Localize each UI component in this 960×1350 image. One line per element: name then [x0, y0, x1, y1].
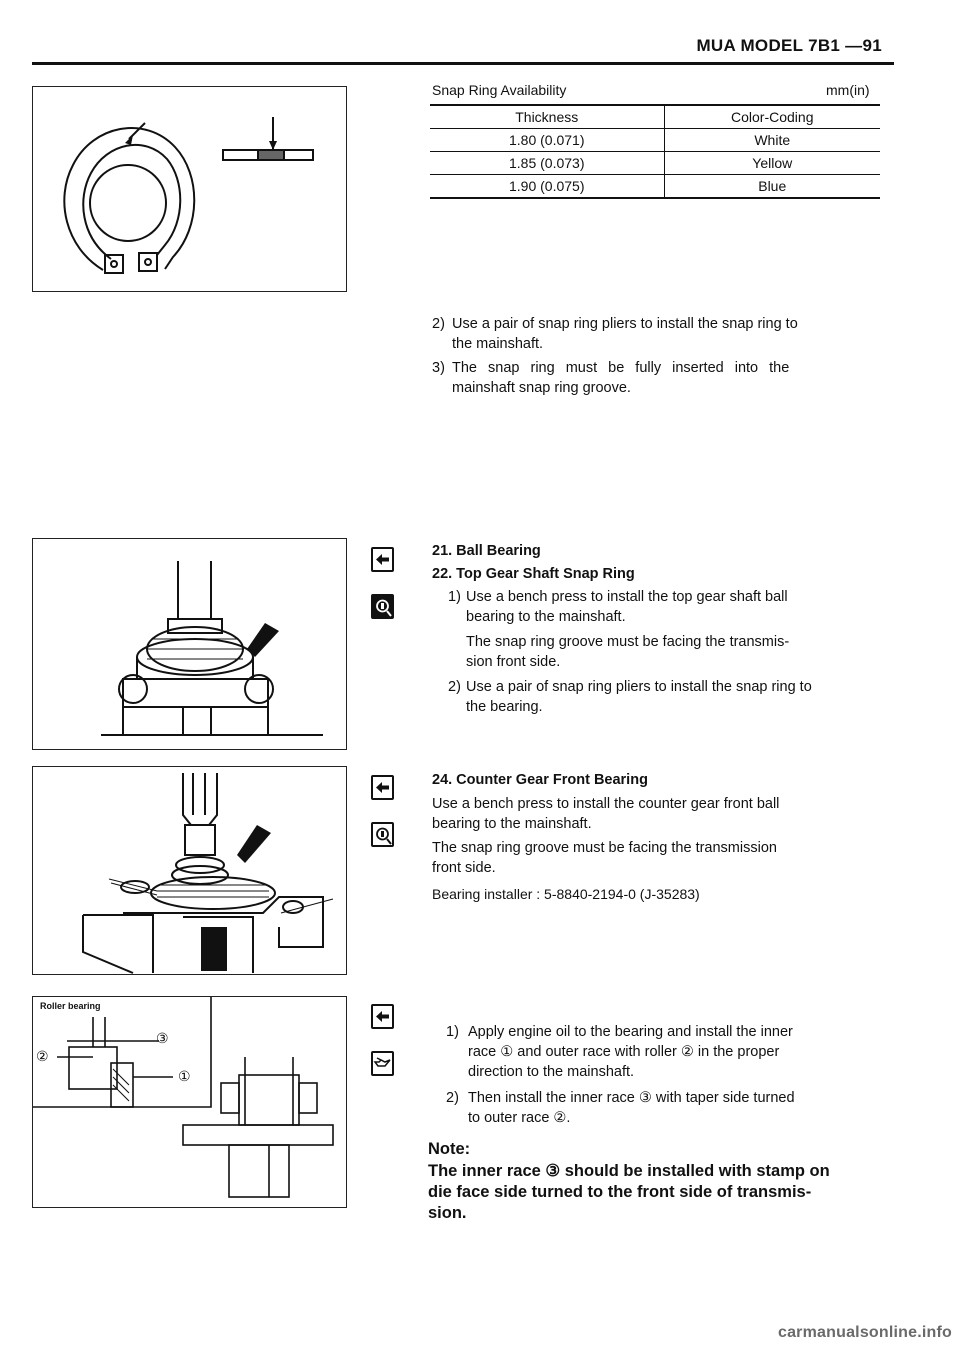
- note-title: Note:: [428, 1140, 471, 1158]
- ball-bearing-press-figure: [32, 538, 347, 750]
- step-item: [446, 1088, 886, 1128]
- step-line: Use a pair of snap ring pliers to install the snap ring to: [452, 316, 798, 332]
- header-rule: [32, 62, 894, 65]
- step-number: 2): [446, 1090, 459, 1106]
- watermark: carmanualsonline.info: [777, 1324, 952, 1341]
- paragraph-line: The snap ring groove must be facing the transmission: [432, 840, 777, 856]
- page-header: MUA MODEL 7B1 —91: [696, 36, 882, 55]
- table-row: [430, 152, 880, 175]
- step-line: Apply engine oil to the bearing and install the inner: [468, 1024, 793, 1040]
- table-row: [430, 129, 880, 152]
- install-icon: [371, 775, 394, 800]
- section-heading: 22. Top Gear Shaft Snap Ring: [432, 566, 635, 582]
- table-cell: White: [664, 129, 880, 152]
- note-line: The inner race ③ should be installed with stamp on: [428, 1162, 830, 1180]
- step-number: 2): [432, 316, 445, 332]
- snap-ring-table: [430, 104, 880, 199]
- step-item: [448, 587, 884, 627]
- step-line: sion front side.: [466, 654, 561, 670]
- counter-gear-press-figure: [32, 766, 347, 975]
- step-line: to outer race ②.: [468, 1110, 571, 1126]
- note-line: sion.: [428, 1204, 467, 1222]
- step-number: 2): [448, 679, 461, 695]
- step-number: 1): [446, 1024, 459, 1040]
- step-line: bearing to the mainshaft.: [466, 609, 626, 625]
- roller-bearing-figure: [32, 996, 347, 1208]
- table-cell: 1.80 (0.071): [430, 129, 664, 152]
- step-item: [448, 632, 884, 672]
- table-cell: 1.85 (0.073): [430, 152, 664, 175]
- section-heading: 21. Ball Bearing: [432, 543, 541, 559]
- figure-caption: Roller bearing: [40, 1001, 101, 1011]
- table-header: Color-Coding: [664, 105, 880, 129]
- step-item: [448, 677, 884, 717]
- special-tool-icon: [371, 594, 394, 619]
- step-line: Use a pair of snap ring pliers to install the snap ring to: [466, 679, 812, 695]
- step-number: 1): [448, 589, 461, 605]
- table-header-row: [430, 105, 880, 129]
- table-header: Thickness: [430, 105, 664, 129]
- paragraph-line: bearing to the mainshaft.: [432, 816, 592, 832]
- table-unit: mm(in): [826, 82, 870, 98]
- oil-can-icon: [371, 1051, 394, 1076]
- step-item: [446, 1022, 886, 1082]
- step-line: mainshaft snap ring groove.: [452, 380, 631, 396]
- paragraph-line: Use a bench press to install the counter gear front ball: [432, 796, 780, 812]
- step-item: [432, 358, 884, 398]
- section-heading: 24. Counter Gear Front Bearing: [432, 772, 648, 788]
- note-body: [428, 1161, 888, 1224]
- callout-1: ①: [178, 1068, 191, 1084]
- step-line: direction to the mainshaft.: [468, 1064, 635, 1080]
- step-line: the bearing.: [466, 699, 543, 715]
- callout-3: ③: [156, 1030, 169, 1046]
- step-line: Use a bench press to install the top gear shaft ball: [466, 589, 788, 605]
- step-line: Then install the inner race ③ with taper side turned: [468, 1090, 795, 1106]
- callout-2: ②: [36, 1048, 49, 1064]
- step-line: The snap ring groove must be facing the transmis-: [466, 634, 790, 650]
- step-item: [432, 314, 884, 354]
- install-icon: [371, 547, 394, 572]
- table-cell: 1.90 (0.075): [430, 175, 664, 199]
- paragraph: [432, 794, 884, 834]
- table-row: [430, 175, 880, 199]
- note-line: die face side turned to the front side of transmis-: [428, 1183, 812, 1201]
- special-tool-icon: [371, 822, 394, 847]
- step-number: 3): [432, 360, 445, 376]
- step-line: The snap ring must be fully inserted into the: [452, 360, 790, 376]
- tool-reference: Bearing installer : 5-8840-2194-0 (J-35283): [432, 886, 700, 902]
- paragraph-line: front side.: [432, 860, 496, 876]
- step-line: the mainshaft.: [452, 336, 544, 352]
- paragraph: [432, 838, 884, 878]
- step-line: race ① and outer race with roller ② in the proper: [468, 1044, 780, 1060]
- snap-ring-figure: [32, 86, 347, 292]
- table-title: Snap Ring Availability: [432, 82, 567, 98]
- table-cell: Blue: [664, 175, 880, 199]
- install-icon: [371, 1004, 394, 1029]
- table-cell: Yellow: [664, 152, 880, 175]
